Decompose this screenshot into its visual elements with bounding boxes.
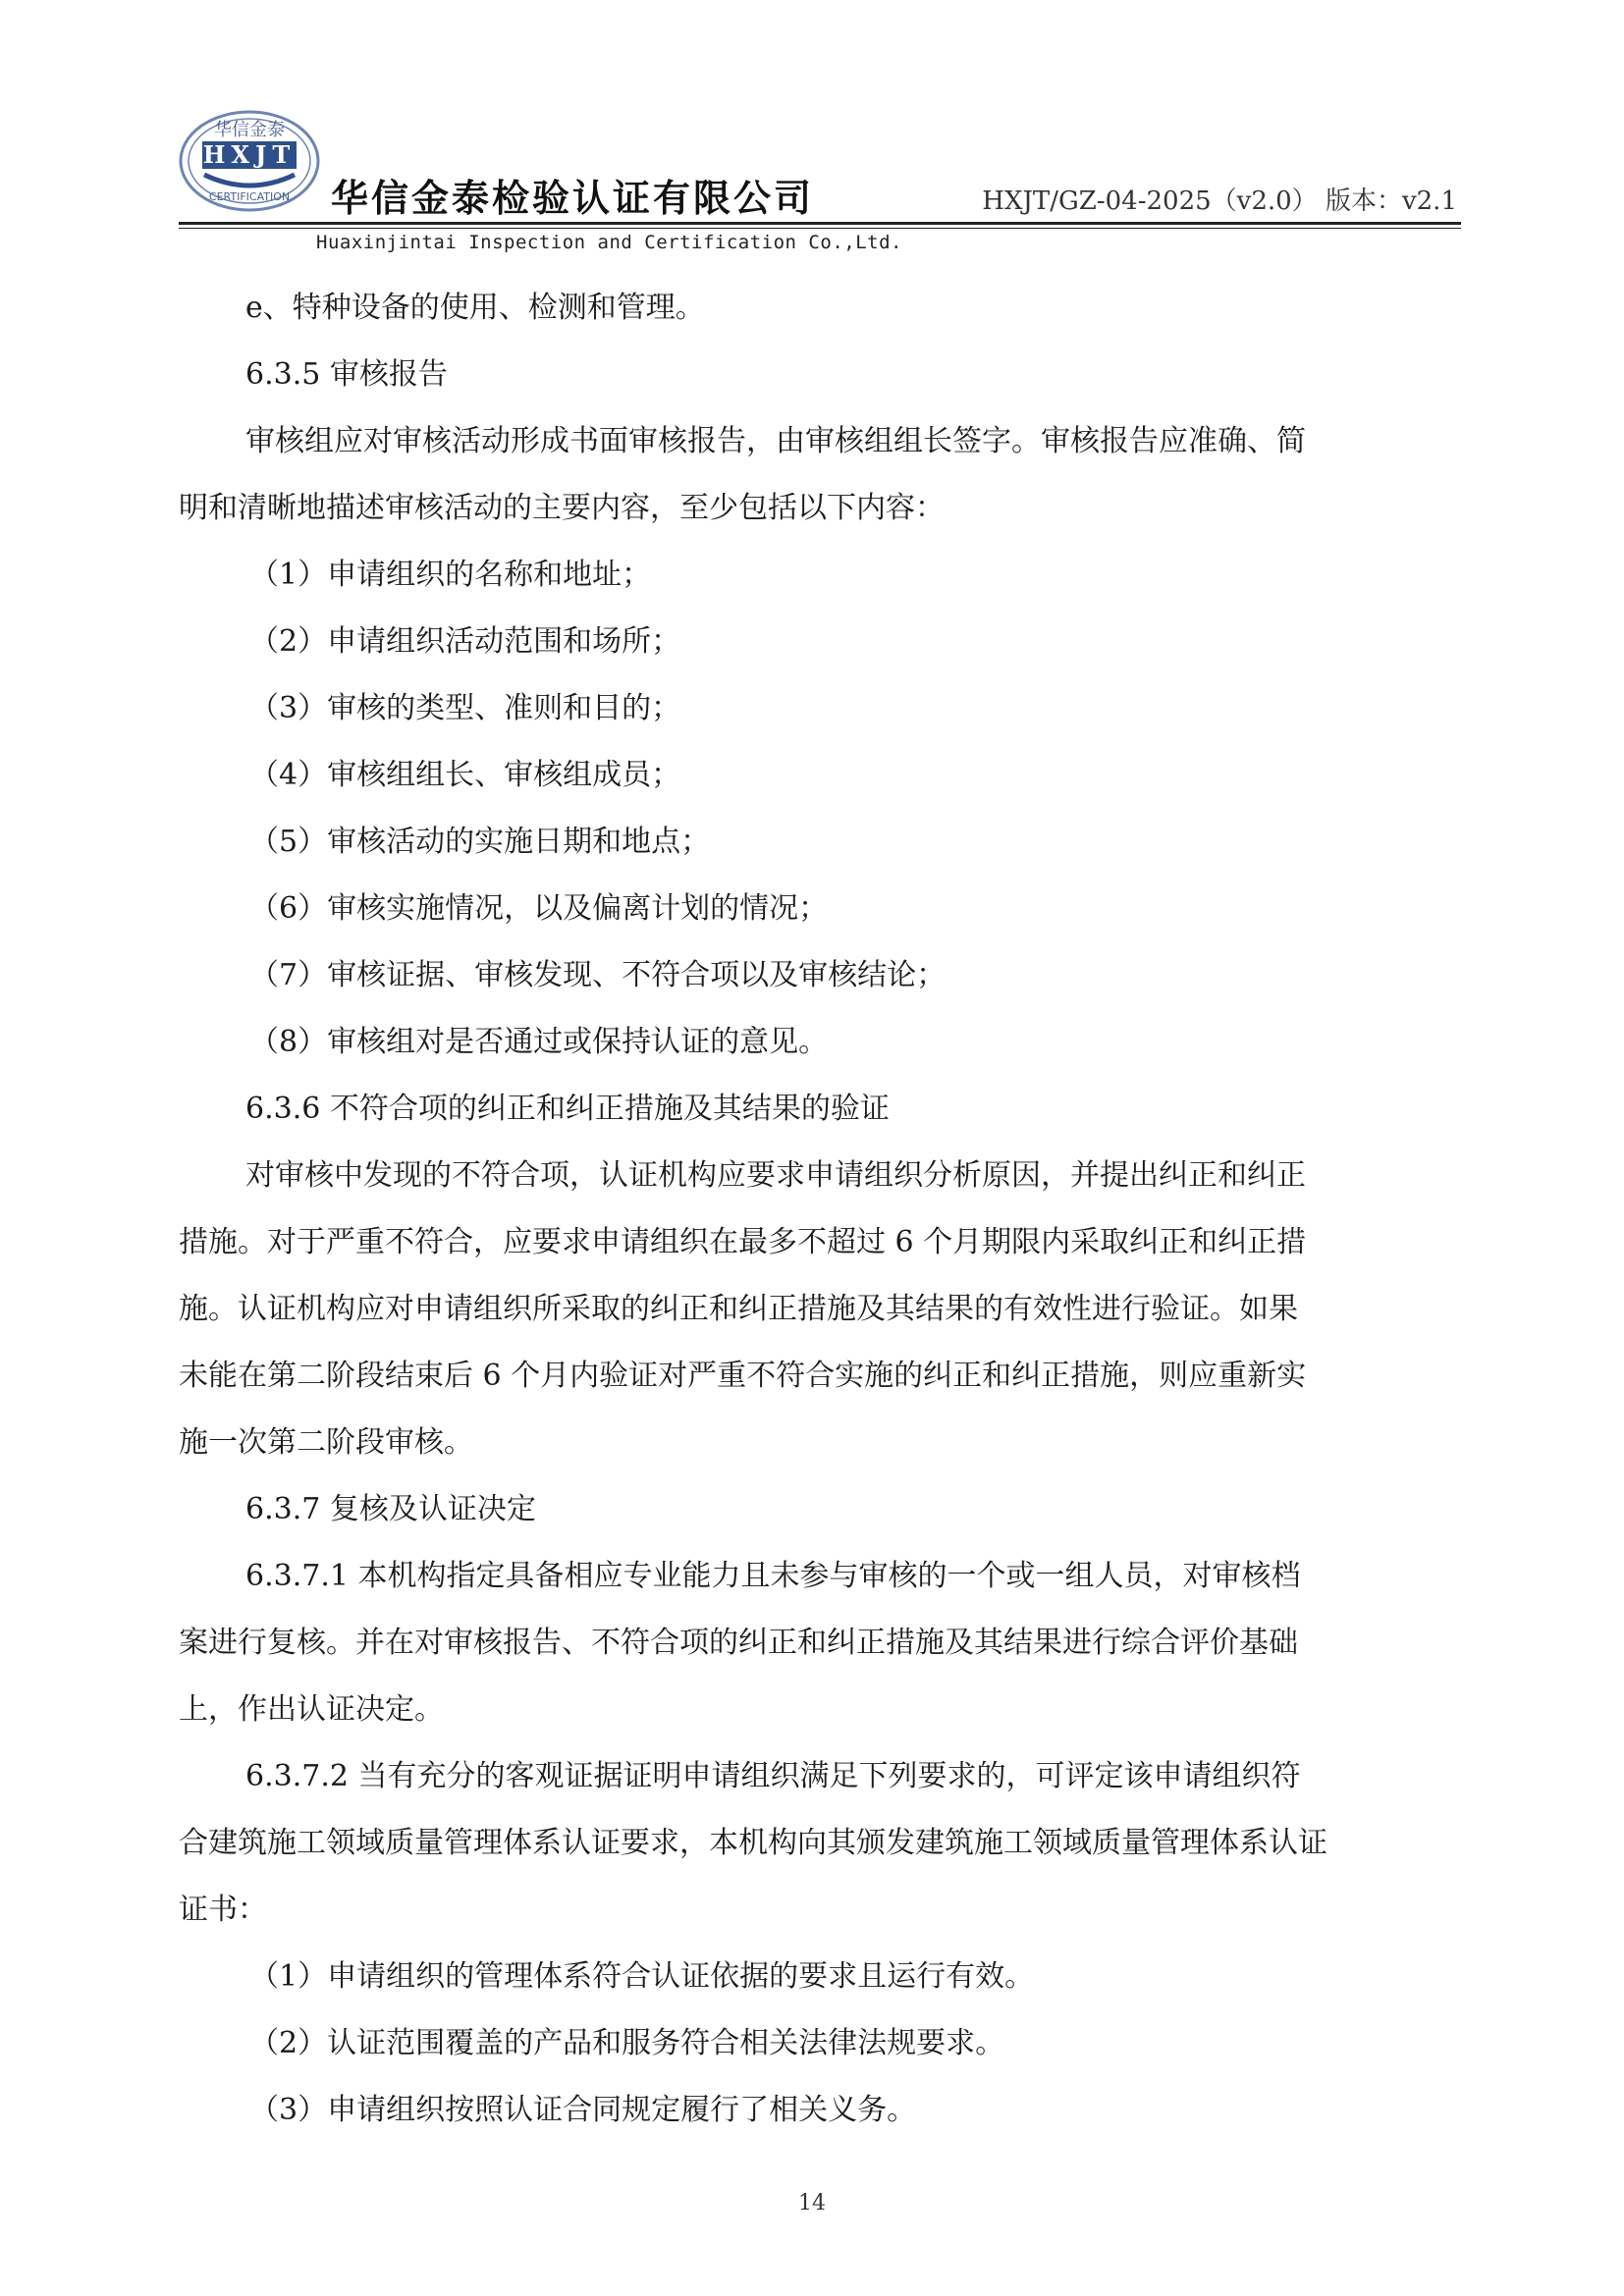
list-item: （4）审核组组长、审核组成员； <box>249 758 681 792</box>
body-line: e、特种设备的使用、检测和管理。 <box>245 291 705 325</box>
header-rule-thin <box>179 228 1461 229</box>
section-heading: 6.3.7 复核及认证决定 <box>245 1492 536 1526</box>
document-body <box>179 279 1461 2148</box>
list-item: （3）申请组织按照认证合同规定履行了相关义务。 <box>249 2093 917 2127</box>
body-line: 措施。对于严重不符合，应要求申请组织在最多不超过 6 个月期限内采取纠正和纠正措 <box>179 1225 1307 1259</box>
section-heading: 6.3.6 不符合项的纠正和纠正措施及其结果的验证 <box>245 1092 890 1126</box>
logo-arc-text: 华信金泰 <box>214 120 285 140</box>
body-line: 对审核中发现的不符合项，认证机构应要求申请组织分析原因，并提出纠正和纠正 <box>245 1158 1306 1193</box>
list-item: （2）申请组织活动范围和场所； <box>249 624 681 659</box>
body-line: 明和清晰地描述审核活动的主要内容，至少包括以下内容： <box>179 491 945 525</box>
body-line: 合建筑施工领域质量管理体系认证要求，本机构向其颁发建筑施工领域质量管理体系认证 <box>179 1826 1327 1860</box>
list-item: （1）申请组织的名称和地址； <box>249 558 652 592</box>
list-item: （1）申请组织的管理体系符合认证依据的要求且运行有效。 <box>249 1959 1035 1994</box>
company-name-en: Huaxinjintai Inspection and Certification Co.,Ltd. <box>316 232 902 253</box>
body-line: 6.3.7.1 本机构指定具备相应专业能力且未参与审核的一个或一组人员，对审核档 <box>245 1559 1301 1593</box>
header-rule <box>179 222 1461 225</box>
list-item: （6）审核实施情况，以及偏离计划的情况； <box>249 891 829 926</box>
list-item: （7）审核证据、审核发现、不符合项以及审核结论； <box>249 958 947 992</box>
logo-letters: HXJT <box>202 140 297 169</box>
body-line: 上，作出认证决定。 <box>179 1692 444 1727</box>
document-number: HXJT/GZ-04-2025（v2.0） 版本：v2.1 <box>982 187 1457 216</box>
section-heading: 6.3.5 审核报告 <box>245 357 448 392</box>
body-line: 6.3.7.2 当有充分的客观证据证明申请组织满足下列要求的，可评定该申请组织符 <box>245 1759 1301 1793</box>
page-number: 14 <box>798 2191 826 2216</box>
body-line: 施。认证机构应对申请组织所采取的纠正和纠正措施及其结果的有效性进行验证。如果 <box>179 1292 1298 1326</box>
body-line: 案进行复核。并在对审核报告、不符合项的纠正和纠正措施及其结果进行综合评价基础 <box>179 1626 1298 1660</box>
body-line: 施一次第二阶段审核。 <box>179 1425 473 1460</box>
logo-graphic <box>175 106 324 216</box>
body-line: 证书： <box>179 1893 267 1927</box>
list-item: （2）认证范围覆盖的产品和服务符合相关法律法规要求。 <box>249 2026 1005 2060</box>
company-logo <box>175 106 324 216</box>
company-name-cn: 华信金泰检验认证有限公司 <box>331 177 815 220</box>
body-line: 未能在第二阶段结束后 6 个月内验证对严重不符合实施的纠正和纠正措施，则应重新实 <box>179 1359 1307 1393</box>
list-item: （5）审核活动的实施日期和地点； <box>249 825 711 859</box>
list-item: （8）审核组对是否通过或保持认证的意见。 <box>249 1025 829 1059</box>
list-item: （3）审核的类型、准则和目的； <box>249 691 681 725</box>
body-line: 审核组应对审核活动形成书面审核报告，由审核组组长签字。审核报告应准确、简 <box>245 424 1306 458</box>
logo-band-text: CERTIFICATION <box>208 190 291 203</box>
